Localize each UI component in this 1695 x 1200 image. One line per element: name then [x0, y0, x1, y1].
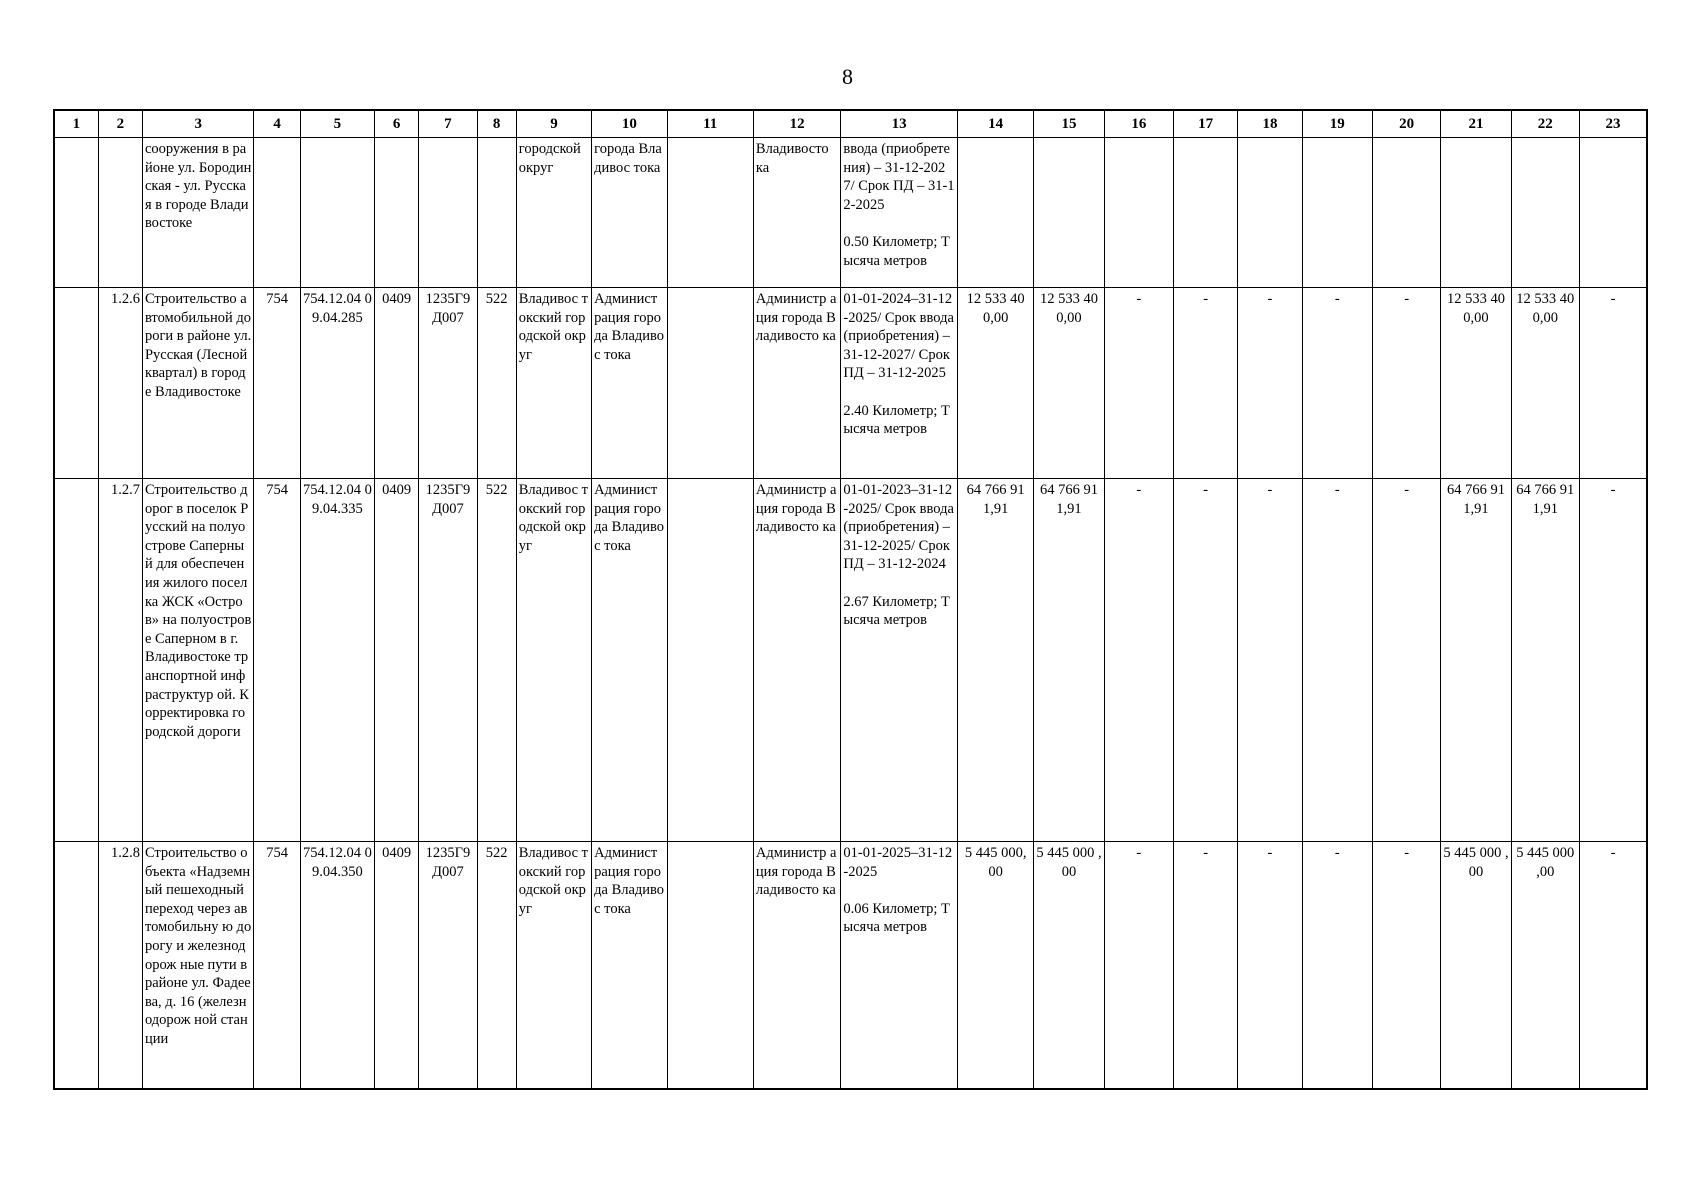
cell-col-19 — [1302, 138, 1372, 288]
page-number: 8 — [842, 64, 853, 89]
header-row — [54, 110, 1647, 138]
cell-col-11 — [667, 138, 753, 288]
cell-col-15 — [1034, 138, 1104, 288]
row-continuation — [54, 138, 1647, 288]
header-col-19: 19 — [1302, 110, 1372, 138]
cell-col-9: городской округ — [516, 138, 591, 288]
cell-col-17: - — [1174, 288, 1238, 479]
cell-col-6 — [375, 138, 419, 288]
cell-col-22: 5 445 000 ,00 — [1511, 842, 1579, 1089]
cell-col-21: 64 766 91 1,91 — [1441, 479, 1511, 842]
cell-col-21: 5 445 000 ,00 — [1441, 842, 1511, 1089]
cell-col-3: сооружения в районе ул. Бородинская - ул. Русская в городе Владивостоке — [142, 138, 254, 288]
cell-col-14: 12 533 40 0,00 — [957, 288, 1033, 479]
header-col-13: 13 — [841, 110, 958, 138]
cell-col-2: 1.2.7 — [98, 479, 142, 842]
row-1-2-7 — [54, 479, 1647, 842]
cell-col-2: 1.2.6 — [98, 288, 142, 479]
cell-col-9: Владивос токский городской округ — [516, 842, 591, 1089]
cell-col-14: 64 766 91 1,91 — [957, 479, 1033, 842]
cell-col-14: 5 445 000, 00 — [957, 842, 1033, 1089]
cell-col-1 — [54, 288, 98, 479]
cell-col-23 — [1579, 138, 1647, 288]
header-col-9: 9 — [516, 110, 591, 138]
cell-col-4: 754 — [254, 479, 300, 842]
cell-col-17: - — [1174, 479, 1238, 842]
capacity: 2.40 Километр; Тысяча метров — [843, 402, 950, 438]
header-col-12: 12 — [753, 110, 840, 138]
cell-col-19: - — [1302, 479, 1372, 842]
cell-col-18: - — [1238, 288, 1302, 479]
header-col-17: 17 — [1174, 110, 1238, 138]
cell-col-20: - — [1372, 288, 1440, 479]
cell-col-8: 522 — [477, 842, 516, 1089]
cell-col-22: 12 533 40 0,00 — [1511, 288, 1579, 479]
term-dates: ввода (приобретения) – 31-12-2027/ Срок ПД – 31-12-2025 — [843, 141, 955, 213]
row-1-2-8 — [54, 842, 1647, 1089]
investment-table — [53, 109, 1648, 1090]
cell-col-21 — [1441, 138, 1511, 288]
cell-col-12: Администр ация города Владивосто ка — [753, 288, 840, 479]
cell-col-7: 1235Г9 Д007 — [419, 479, 477, 842]
cell-col-10: Админист рация города Владивос тока — [592, 479, 667, 842]
cell-col-8 — [477, 138, 516, 288]
cell-col-11 — [667, 842, 753, 1089]
header-col-14: 14 — [957, 110, 1033, 138]
header-col-4: 4 — [254, 110, 300, 138]
header-col-20: 20 — [1372, 110, 1440, 138]
cell-col-16: - — [1104, 842, 1173, 1089]
cell-col-23: - — [1579, 479, 1647, 842]
cell-col-2 — [98, 138, 142, 288]
cell-col-20: - — [1372, 479, 1440, 842]
cell-col-19: - — [1302, 842, 1372, 1089]
cell-col-21: 12 533 40 0,00 — [1441, 288, 1511, 479]
header-col-2: 2 — [98, 110, 142, 138]
header-col-21: 21 — [1441, 110, 1511, 138]
header-col-23: 23 — [1579, 110, 1647, 138]
header-col-16: 16 — [1104, 110, 1173, 138]
header-col-1: 1 — [54, 110, 98, 138]
cell-col-18 — [1238, 138, 1302, 288]
cell-col-10: Админист рация города Владивос тока — [592, 288, 667, 479]
cell-col-13 — [841, 842, 958, 1089]
cell-col-11 — [667, 288, 753, 479]
cell-col-1 — [54, 138, 98, 288]
header-col-8: 8 — [477, 110, 516, 138]
cell-col-20 — [1372, 138, 1440, 288]
cell-col-22: 64 766 91 1,91 — [1511, 479, 1579, 842]
cell-col-7: 1235Г9 Д007 — [419, 288, 477, 479]
capacity: 2.67 Километр; Тысяча метров — [843, 593, 950, 629]
header-col-6: 6 — [375, 110, 419, 138]
cell-col-1 — [54, 479, 98, 842]
cell-col-11 — [667, 479, 753, 842]
header-col-3: 3 — [142, 110, 254, 138]
cell-col-8: 522 — [477, 479, 516, 842]
capacity: 0.50 Километр; Тысяча метров — [843, 233, 950, 269]
cell-col-2: 1.2.8 — [98, 842, 142, 1089]
cell-col-7 — [419, 138, 477, 288]
term-dates: 01-01-2023–31-12-2025/ Срок ввода (приобретения) – 31-12-2025/ Срок ПД – 31-12-2024 — [843, 482, 954, 573]
cell-col-9: Владивос токский городской округ — [516, 479, 591, 842]
cell-col-4: 754 — [254, 288, 300, 479]
cell-col-5: 754.12.04 09.04.350 — [300, 842, 374, 1089]
cell-col-18: - — [1238, 842, 1302, 1089]
cell-col-18: - — [1238, 479, 1302, 842]
cell-col-3: Строительство автомобильной дороги в районе ул. Русская (Лесной квартал) в городе Владивостоке — [142, 288, 254, 479]
cell-col-23: - — [1579, 842, 1647, 1089]
cell-col-12: Владивосто ка — [753, 138, 840, 288]
cell-col-23: - — [1579, 288, 1647, 479]
cell-col-13 — [841, 138, 958, 288]
header-col-15: 15 — [1034, 110, 1104, 138]
cell-col-16 — [1104, 138, 1173, 288]
cell-col-9: Владивос токский городской округ — [516, 288, 591, 479]
cell-col-16: - — [1104, 479, 1173, 842]
cell-col-19: - — [1302, 288, 1372, 479]
cell-col-3: Строительство объекта «Надземный пешеходный переход через автомобильну ю дорогу и железнодорож ные пути в районе ул. Фадеева, д. 16 (железнодорож ной станции — [142, 842, 254, 1089]
cell-col-10: города Владивос тока — [592, 138, 667, 288]
cell-col-3: Строительство дорог в поселок Русский на полуострове Саперный для обеспечения жилого поселка ЖСК «Остров» на полуострове Саперном в г. Владивостоке транспортной инфраструктур ой. Корректировка городской дороги — [142, 479, 254, 842]
cell-col-10: Админист рация города Владивос тока — [592, 842, 667, 1089]
cell-col-8: 522 — [477, 288, 516, 479]
cell-col-12: Администр ация города Владивосто ка — [753, 842, 840, 1089]
term-dates: 01-01-2024–31-12-2025/ Срок ввода (приобретения) – 31-12-2027/ Срок ПД – 31-12-2025 — [843, 291, 954, 382]
header-col-5: 5 — [300, 110, 374, 138]
header-col-7: 7 — [419, 110, 477, 138]
cell-col-6: 0409 — [375, 842, 419, 1089]
cell-col-6: 0409 — [375, 479, 419, 842]
cell-col-7: 1235Г9 Д007 — [419, 842, 477, 1089]
cell-col-13 — [841, 288, 958, 479]
cell-col-15: 64 766 91 1,91 — [1034, 479, 1104, 842]
header-col-11: 11 — [667, 110, 753, 138]
cell-col-5: 754.12.04 09.04.285 — [300, 288, 374, 479]
term-dates: 01-01-2025–31-12-2025 — [843, 845, 953, 880]
cell-col-6: 0409 — [375, 288, 419, 479]
cell-col-22 — [1511, 138, 1579, 288]
cell-col-17: - — [1174, 842, 1238, 1089]
cell-col-16: - — [1104, 288, 1173, 479]
cell-col-17 — [1174, 138, 1238, 288]
cell-col-4: 754 — [254, 842, 300, 1089]
cell-col-14 — [957, 138, 1033, 288]
header-col-18: 18 — [1238, 110, 1302, 138]
cell-col-5 — [300, 138, 374, 288]
cell-col-20: - — [1372, 842, 1440, 1089]
cell-col-12: Администр ация города Владивосто ка — [753, 479, 840, 842]
cell-col-1 — [54, 842, 98, 1089]
cell-col-15: 12 533 40 0,00 — [1034, 288, 1104, 479]
cell-col-4 — [254, 138, 300, 288]
header-col-10: 10 — [592, 110, 667, 138]
header-col-22: 22 — [1511, 110, 1579, 138]
capacity: 0.06 Километр; Тысяча метров — [843, 900, 950, 936]
row-1-2-6 — [54, 288, 1647, 479]
cell-col-5: 754.12.04 09.04.335 — [300, 479, 374, 842]
cell-col-13 — [841, 479, 958, 842]
cell-col-15: 5 445 000 ,00 — [1034, 842, 1104, 1089]
